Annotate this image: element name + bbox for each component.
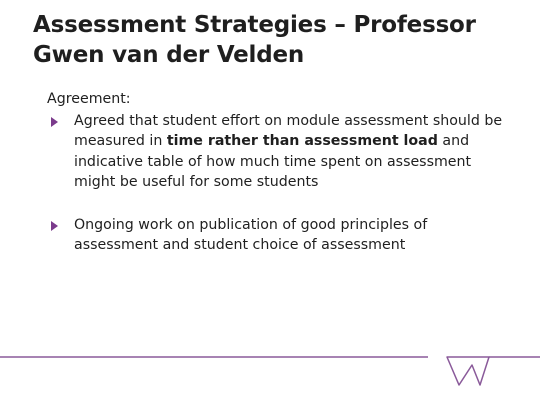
slide-title: Assessment Strategies – Professor Gwen van der Velden — [33, 12, 476, 68]
bullet-text-emphasis: time rather than assessment load — [166, 133, 438, 149]
w-logo-icon — [0, 345, 540, 395]
intro-text: Agreement: — [47, 91, 131, 107]
bullet-item-2 — [47, 215, 507, 256]
bullet-text: Ongoing work on publication of good principles of assessment and student choice of assessment — [74, 216, 428, 253]
bullet-item-1 — [47, 111, 507, 193]
bullet-text-before: Agreed that student effort on module assessment should be measured in — [74, 112, 503, 149]
footer-decoration — [0, 345, 540, 395]
slide-content — [47, 89, 507, 256]
bullet-text-after: and indicative table of how much time spent on assessment might be useful for some students — [74, 133, 472, 190]
bullet-triangle-icon — [51, 221, 58, 231]
bullet-triangle-icon — [51, 117, 58, 127]
